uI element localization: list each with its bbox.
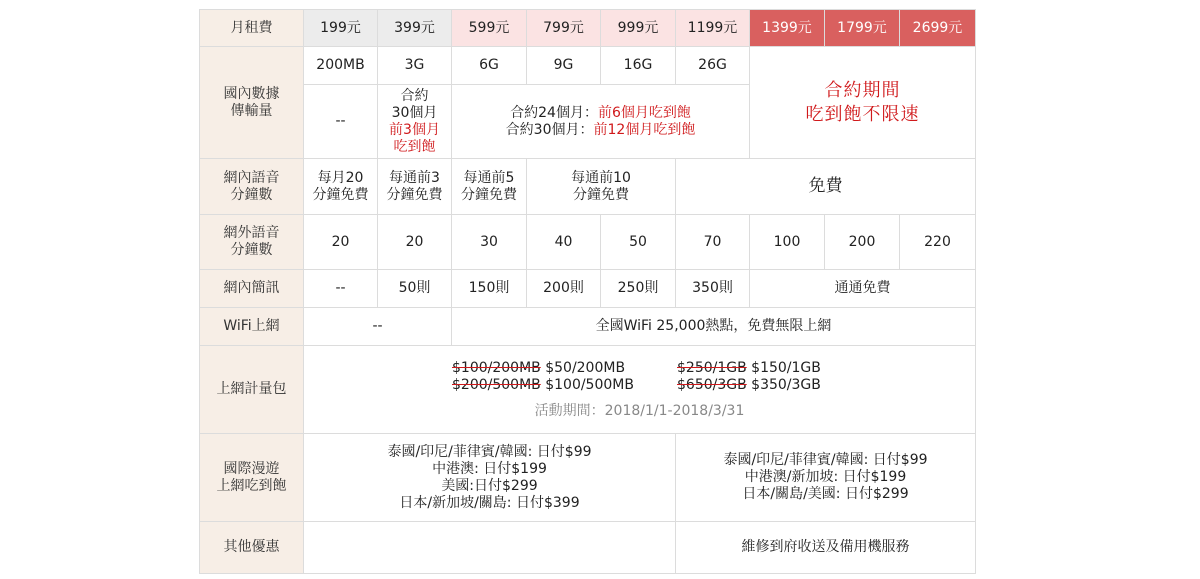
roaming-right-line3: 日本/關島/美國: 日付$299 (742, 486, 909, 502)
offnet-voice-799: 40 (527, 215, 601, 270)
other-row (200, 522, 976, 574)
sms-row (200, 270, 976, 308)
offnet-voice-1199: 70 (676, 215, 750, 270)
sms-599: 150則 (452, 270, 527, 308)
onnet-voice-399-line1: 每通前3 (389, 169, 440, 186)
price-199: 199元 (304, 10, 378, 47)
promo-399-line4: 吃到飽 (393, 138, 436, 155)
roaming-row (200, 434, 976, 522)
onnet-voice-free: 免費 (676, 159, 976, 215)
roaming-right-line1: 泰國/印尼/菲律賓/韓國: 日付$99 (723, 452, 928, 468)
data-promo-contract (452, 85, 750, 159)
price-599: 599元 (452, 10, 527, 47)
sms-999: 250則 (601, 270, 676, 308)
onnet-voice-199 (304, 159, 378, 215)
price-1399: 1399元 (750, 10, 825, 47)
other-label: 其他優惠 (200, 522, 304, 574)
onnet-voice-row (200, 159, 976, 215)
price-1199: 1199元 (676, 10, 750, 47)
offnet-voice-399: 20 (378, 215, 452, 270)
offnet-voice-label (200, 215, 304, 270)
onnet-voice-799-line1: 每通前10 (571, 169, 631, 186)
roaming-left (304, 434, 676, 522)
sms-label: 網內簡訊 (200, 270, 304, 308)
promo-period: 活動期間：2018/1/1-2018/3/31 (534, 402, 745, 419)
wifi-value: 全國WiFi 25,000熱點，免費無限上網 (452, 308, 976, 346)
data-volume-row (200, 47, 976, 85)
onnet-voice-199-line2: 分鐘免費 (312, 186, 369, 203)
monthly-fee-label: 月租費 (200, 10, 304, 47)
roaming-label-line2: 上網吃到飽 (216, 477, 287, 494)
promo-399-line1: 合約 (400, 87, 429, 104)
offnet-voice-row (200, 215, 976, 270)
data-volume-399: 3G (378, 47, 452, 85)
price-799: 799元 (527, 10, 601, 47)
onnet-voice-599-line2: 分鐘免費 (461, 186, 517, 203)
price-399: 399元 (378, 10, 452, 47)
other-right: 維修到府收送及備用機服務 (676, 522, 976, 574)
roaming-left-line3: 美國:日付$299 (441, 477, 538, 494)
data-volume-199: 200MB (304, 47, 378, 85)
onnet-voice-599-line1: 每通前5 (463, 169, 515, 186)
onnet-voice-799-line2: 分鐘免費 (573, 186, 629, 203)
pack-3gb-new: $350/3GB (746, 376, 821, 393)
wifi-row (200, 308, 976, 346)
pack-500mb-old: $200/500MB (452, 376, 541, 393)
offnet-voice-999: 50 (601, 215, 676, 270)
pack-1gb-old: $250/1GB (677, 359, 747, 376)
data-transfer-label-line1: 國內數據 (223, 85, 280, 102)
data-volume-999: 16G (601, 47, 676, 85)
pack-3gb-old: $650/3GB (677, 376, 747, 393)
promo-399-line3: 前3個月 (389, 121, 440, 138)
sms-free: 通通免費 (750, 270, 976, 308)
price-1799: 1799元 (825, 10, 900, 47)
offnet-voice-2699: 220 (900, 215, 976, 270)
onnet-voice-label (200, 159, 304, 215)
data-transfer-label-line2: 傳輸量 (230, 102, 273, 119)
onnet-voice-399 (378, 159, 452, 215)
promo-30-prefix: 合約30個月： (505, 121, 594, 138)
contract-unlimited-line2: 吃到飽不限速 (805, 103, 920, 125)
rate-plan-table (199, 9, 976, 574)
sms-199: -- (304, 270, 378, 308)
roaming-left-line4: 日本/新加坡/關島: 日付$399 (399, 494, 580, 511)
wifi-none: -- (304, 308, 452, 346)
data-volume-799: 9G (527, 47, 601, 85)
offnet-voice-1799: 200 (825, 215, 900, 270)
roaming-label-line1: 國際漫遊 (223, 460, 280, 477)
price-2699: 2699元 (900, 10, 976, 47)
contract-unlimited-cell (750, 47, 976, 159)
onnet-voice-label-line2: 分鐘數 (230, 186, 273, 203)
promo-399-line2: 30個月 (391, 104, 438, 121)
pack-1gb-new: $150/1GB (746, 359, 821, 376)
data-volume-599: 6G (452, 47, 527, 85)
wifi-label: WiFi上網 (200, 308, 304, 346)
onnet-voice-label-line1: 網內語音 (223, 169, 280, 186)
data-transfer-label (200, 47, 304, 159)
offnet-voice-label-line1: 網外語音 (223, 225, 280, 241)
roaming-left-line1: 泰國/印尼/菲律賓/韓國: 日付$99 (387, 443, 592, 460)
data-pack-label: 上網計量包 (200, 346, 304, 434)
roaming-left-line2: 中港澳: 日付$199 (432, 460, 547, 477)
promo-24-highlight: 前6個月吃到飽 (597, 104, 691, 121)
roaming-right (676, 434, 976, 522)
offnet-voice-199: 20 (304, 215, 378, 270)
data-pack-row (200, 346, 976, 434)
pack-500mb-new: $100/500MB (540, 376, 634, 393)
contract-unlimited-line1: 合約期間 (824, 79, 901, 101)
roaming-label (200, 434, 304, 522)
sms-799: 200則 (527, 270, 601, 308)
onnet-voice-599 (452, 159, 527, 215)
price-row (200, 10, 976, 47)
offnet-voice-1399: 100 (750, 215, 825, 270)
sms-399: 50則 (378, 270, 452, 308)
onnet-voice-399-line2: 分鐘免費 (386, 186, 443, 203)
offnet-voice-599: 30 (452, 215, 527, 270)
price-999: 999元 (601, 10, 676, 47)
offnet-voice-label-line2: 分鐘數 (230, 242, 273, 258)
other-left (304, 522, 676, 574)
pack-200mb-old: $100/200MB (452, 359, 541, 376)
sms-1199: 350則 (676, 270, 750, 308)
data-volume-1199: 26G (676, 47, 750, 85)
promo-30-highlight: 前12個月吃到飽 (593, 121, 696, 138)
onnet-voice-799 (527, 159, 676, 215)
data-pack-cell (304, 346, 976, 434)
onnet-voice-199-line1: 每月20 (317, 169, 364, 186)
pack-200mb-new: $50/200MB (540, 359, 626, 376)
roaming-right-line2: 中港澳/新加坡: 日付$199 (744, 469, 907, 485)
data-promo-199: -- (304, 85, 378, 159)
data-promo-399 (378, 85, 452, 159)
promo-24-prefix: 合約24個月： (510, 104, 598, 121)
